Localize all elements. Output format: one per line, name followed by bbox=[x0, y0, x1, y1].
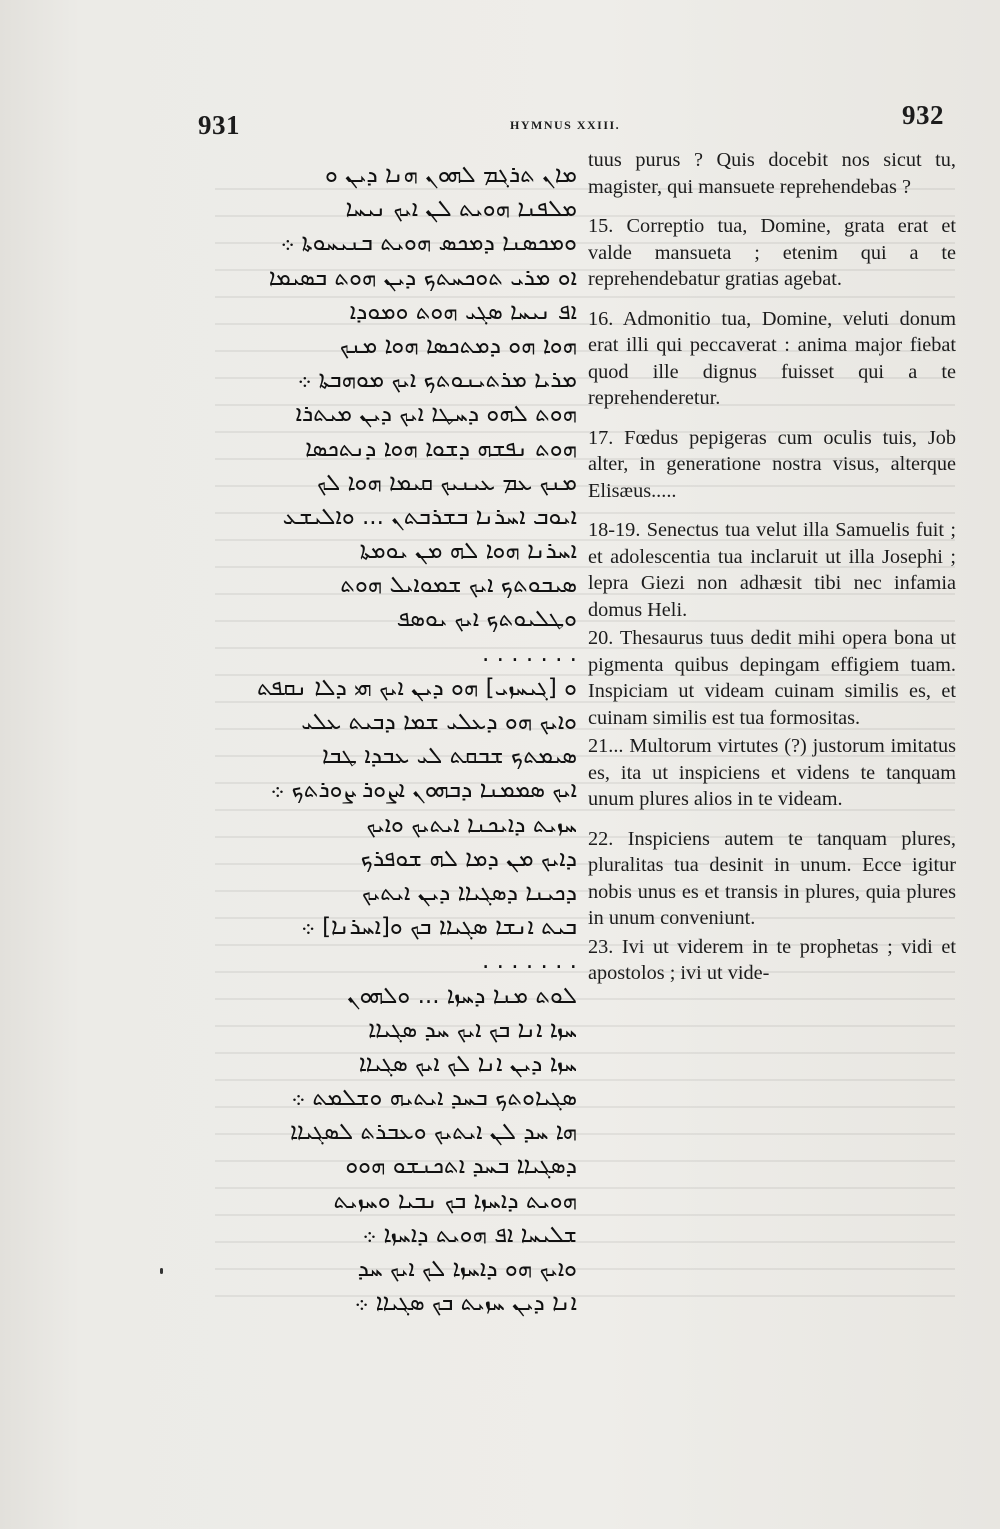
running-title: HYMNUS XXIII. bbox=[510, 118, 621, 132]
syriac-line: ܚܙܐ ܕܝܢ ܐܢܐ ܠܟ ܐܝܟ ܣܓܝܐܐ bbox=[358, 1050, 577, 1077]
syriac-line: ܗܐ ܚܕ ܠܢ ܐܝܬܝܟ ܘܥܒܪܬ ܠܣܓܝܐܐ bbox=[289, 1119, 577, 1146]
latin-translation-column bbox=[588, 147, 956, 1000]
syriac-line: ܐܢܐ ܕܝܢ ܚܙܝܬ ܒܟ ܣܓܝܐܐ ܀ bbox=[354, 1290, 577, 1317]
syriac-line: ܠܘܬ ܡܢܐ ܕܚܙܐ ... ܘܠܗܘܢ bbox=[346, 982, 577, 1009]
latin-paragraph: 16. Admonitio tua, Domine, veluti donum erat illi qui peccaverat : anima major fiebat quod ille dignus fuisset qui a te reprehenderetur. bbox=[588, 307, 956, 409]
syriac-line: ܐܦ ܢܝܚܐ ܣܓܝ ܗܘܬ ܘܡܘܕܐ bbox=[349, 298, 577, 325]
syriac-line: ܣܓܝܐܘܬܟ ܒܚܕ ܐܝܬܝܗ ܘܫܠܡܬ ܀ bbox=[291, 1085, 577, 1112]
latin-paragraph: 15. Correptio tua, Domine, grata erat et valde mansueta ; etenim qui a te reprehendebatur gratias agebat. bbox=[588, 215, 956, 290]
syriac-line: ܐܝܟ ܣܡܡܢܐ ܕܒܗܘܢ ܐܨܘܪ ܨܘܪܬܟ ܀ bbox=[270, 777, 577, 804]
syriac-line: ܗܘܝܬ ܕܐܚܙܐ ܒܟ ܢܒܝܐ ܘܚܙܝܬ bbox=[333, 1187, 577, 1214]
latin-paragraph: 23. Ivi ut viderem in te prophetas ; vidi et apostolos ; ivi ut vide- bbox=[588, 935, 956, 984]
syriac-line: ܗܘܐ ܗܘ ܕܡܬܟܣܐ ܗܘܐ ܡܢܟ bbox=[339, 332, 577, 359]
syriac-line: ܘܡܟܣܢܐ ܕܡܟܣ ܗܘܝܬ ܒܢܝܚܘܬܐ ܀ bbox=[280, 230, 577, 257]
latin-paragraph: 18-19. Senectus tua velut illa Samuelis fuit ; et adolescentia tua inclaruit ut illa Josephi ; lepra Giezi non adhæsit tibi nec infamia domus Heli. bbox=[588, 519, 956, 621]
latin-paragraph: 22. Inspiciens autem te tanquam plures, pluralitas tua desinit in unum. Ecce igitur nobis unus es et transis in plures, quia plures in unum conveniunt. bbox=[588, 827, 956, 929]
latin-paragraph: 17. Fœdus pepigeras cum oculis tuis, Job alter, in generatione nostra visus, alterque Elisæus..... bbox=[588, 426, 956, 502]
syriac-line: ܐܝܘܒ ܐܚܪܢܐ ܒܫܪܒܬܢ ... ܘܐܠܝܫܥ bbox=[282, 503, 577, 530]
syriac-line: ܡܠܦܢܐ ܗܘܝܬ ܠܢ ܐܝܟ ܢܝܚܐ bbox=[345, 196, 577, 223]
syriac-line: ܘܛܠܝܘܬܟ ܐܝܟ ܝܘܣܦ bbox=[396, 606, 577, 633]
syriac-line: ܫܠܝܚܐ ܐܦ ܗܘܝܬ ܕܐܚܙܐ ܀ bbox=[362, 1221, 577, 1248]
syriac-line: ܒܝܬ ܐܢܫܐ ܣܓܝܐܐ ܒܟ ܘ[ܐܚܪܢܐ] ܀ bbox=[300, 914, 577, 941]
syriac-line: ܐܚܪܢܐ ܗܘܐ ܠܗ ܡܢ ܝܘܡܬܐ bbox=[359, 538, 577, 565]
latin-paragraph: 21... Multorum virtutes (?) justorum imitatus es, ita ut inspiciens et videns te tanquam unum plures alios in te videam. bbox=[588, 735, 956, 810]
syriac-line: ܣܝܒܘܬܟ ܐܝܟ ܫܡܘܐܝܠ ܗܘܬ bbox=[340, 572, 577, 599]
syriac-line: ܡܢܟ ܥܡ ܥܝܢܝܟ ܩܝܡܐ ܗܘܐ ܠܟ bbox=[317, 469, 577, 496]
latin-paragraph: tuus purus ? Quis docebit nos sicut tu, magister, qui mansuete reprehendebas ? bbox=[588, 149, 956, 198]
syriac-ellipsis-line: . . . . . . . bbox=[481, 948, 577, 975]
syriac-line: ܘܐܝܟ ܗܘ ܕܥܠܝ ܫܡܐ ܕܒܝܬ ܥܠܝ bbox=[301, 709, 577, 735]
syriac-line: ܕܟܝܢܐ ܕܣܓܝܐܐ ܕܝܢ ܐܝܬܝܟ bbox=[361, 879, 577, 906]
syriac-line: ܣܝܡܬܟ ܫܒܩܬ ܠܝ ܥܒܕܐ ܛܒܐ bbox=[322, 743, 577, 770]
syriac-text-column bbox=[225, 158, 577, 1320]
syriac-line: ܚܙܝܬ ܕܐܝܟܢܐ ܐܝܬܝܟ ܘܐܝܟ bbox=[366, 811, 577, 838]
syriac-line: ܕܐܝܟ ܡܢ ܕܡܐ ܠܗ ܫܘܦܪܟ bbox=[360, 845, 577, 872]
syriac-line: ܡܪܝܐ ܡܪܬܝܢܘܬܟ ܐܝܟ ܡܘܗܒܬܐ ܀ bbox=[297, 367, 577, 394]
page-number-right: 932 bbox=[902, 100, 944, 130]
latin-paragraph: 20. Thesaurus tuus dedit mihi opera bona ut pigmenta quibus depingam effigiem tuam. Inspiciam ut videam cuinam similis es, et cuinam similis est tua formositas. bbox=[588, 627, 956, 729]
syriac-line: ܐܘ ܡܪܝ ܬܘܟܚܬܟ ܕܝܢ ܗܘܬ ܒܣܝܡܐ bbox=[268, 264, 577, 291]
syriac-ellipsis-line: . . . . . . . bbox=[481, 640, 577, 667]
syriac-line: ܗܘܬ ܠܗܘ ܕܚܛܐ ܐܝܟ ܕܝܢ ܡܝܬܪܐ bbox=[295, 401, 577, 428]
syriac-line: ܡܐܢ ܬܪܓܡ ܠܗܘܢ ܗܢܐ ܕܝܢ ܘ bbox=[324, 162, 577, 188]
page-number-left: 931 bbox=[198, 110, 240, 140]
syriac-line: ܗܘܬ ܢܦܫܗ ܕܫܘܐ ܗܘܐ ܕܢܬܟܣܐ bbox=[305, 435, 577, 462]
page-header bbox=[0, 100, 1000, 140]
syriac-line: ܚܙܐ ܐܢܐ ܒܟ ܐܝܟ ܚܕ ܣܓܝܐܐ bbox=[368, 1016, 577, 1043]
syriac-line: ܘܐܝܟ ܗܘ ܕܐܚܙܐ ܠܟ ܐܝܟ ܚܕ bbox=[357, 1256, 577, 1282]
syriac-line: ܕܣܓܝܐܐ ܒܚܕ ܐܬܟܢܫܘ ܗܘܘ bbox=[345, 1153, 577, 1180]
margin-ink-mark bbox=[160, 1268, 163, 1274]
syriac-line: ܘ [ܓܝܚܙܝ] ܗܘ ܕܝܢ ܐܝܟ ܗܝ ܕܠܐ ܢܩܦܬ bbox=[257, 674, 577, 701]
